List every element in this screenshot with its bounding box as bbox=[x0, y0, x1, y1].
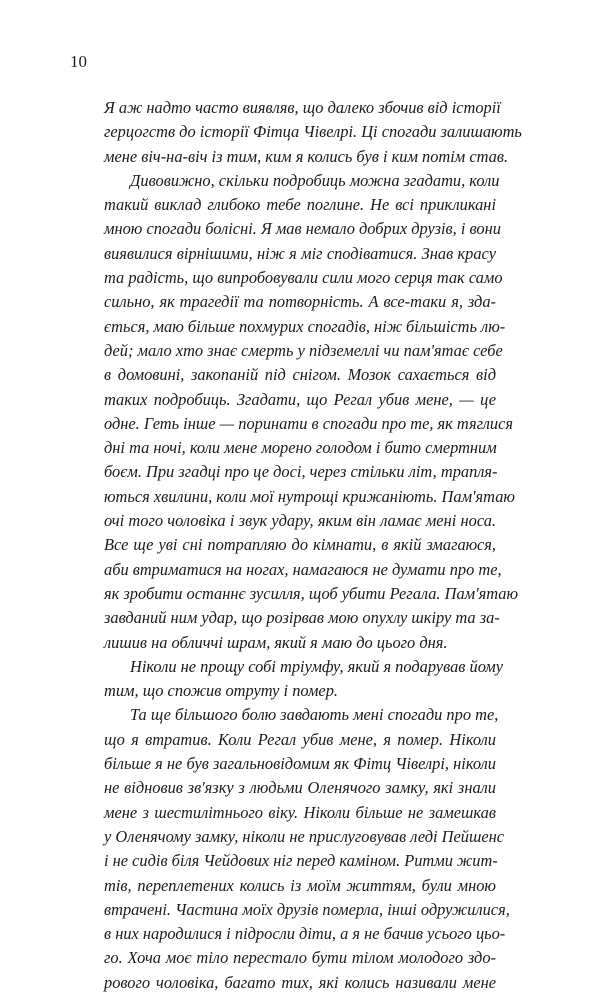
text-line: боєм. При згадці про це досі, через стільки літ, трапля- bbox=[104, 462, 498, 482]
text-line: ється, маю більше похмурих спогадів, ніж більшість лю- bbox=[104, 316, 506, 336]
page-number: 10 bbox=[70, 52, 87, 71]
text-line: Ніколи не прощу собі тріумфу, який я подарував йому bbox=[130, 656, 503, 676]
text-line: більше я не був загальновідомим як Фітц Чівелрі, ніколи bbox=[104, 754, 496, 774]
text-line: Все ще уві сні потрапляю до кімнати, в якій змагаюся, bbox=[104, 535, 496, 555]
text-line: тів, переплетених колись із моїм життям, були мною bbox=[104, 875, 496, 895]
text-line: герцогств до історії Фітца Чівелрі. Ці спогади залишають bbox=[104, 122, 522, 142]
text-line: такий виклад глибоко тебе поглине. Не всі прикликані bbox=[104, 195, 496, 215]
text-line: дей; мало хто знає смерть у підземеллі чи пам'ятає себе bbox=[104, 340, 503, 360]
text-line: в домовині, закопаній під снігом. Мозок сахається від bbox=[104, 365, 496, 385]
text-line: очі того чоловіка і звук удару, яким він ламає мені носа. bbox=[104, 511, 496, 531]
text-line: та радість, що випробовували сили мого серця так само bbox=[104, 268, 503, 288]
body-text bbox=[104, 96, 522, 995]
text-line: що я втратив. Коли Регал убив мене, я помер. Ніколи bbox=[104, 729, 496, 749]
paragraph bbox=[104, 169, 519, 655]
paragraph bbox=[104, 655, 503, 704]
text-line: дні та ночі, коли мене морено голодом і бито смертним bbox=[104, 438, 497, 458]
text-line: мене з шестилітнього віку. Ніколи більше не замешкав bbox=[104, 802, 496, 822]
text-line: Та ще більшого болю завдають мені спогади про те, bbox=[130, 705, 499, 725]
text-line: Дивовижно, скільки подробиць можна згадати, коли bbox=[130, 170, 500, 190]
text-line: Я аж надто часто виявляв, що далеко збочив від історії bbox=[104, 98, 501, 117]
text-line: го. Хоча моє тіло перестало бути тілом молодого здо- bbox=[104, 948, 496, 968]
text-line: таких подробиць. Згадати, що Регал убив мене, — це bbox=[104, 389, 496, 409]
text-line: сильно, як трагедії та потворність. А все-таки я, зда- bbox=[104, 292, 496, 312]
text-line: в них народилися і підросли діти, а я не бачив усього цьо- bbox=[104, 924, 506, 944]
text-line: ються хвилини, коли мої нутрощі крижаніють. Пам'ятаю bbox=[104, 486, 515, 506]
text-line: аби втриматися на ногах, намагаюся не думати про те, bbox=[104, 559, 502, 579]
text-line: виявилися вірнішими, ніж я міг сподіватися. Знав красу bbox=[104, 243, 496, 263]
text-line: як зробити останнє зусилля, щоб убити Регала. Пам'ятаю bbox=[104, 583, 519, 603]
text-line: втрачені. Частина моїх друзів померла, інші одружилися, bbox=[104, 899, 510, 919]
paragraph bbox=[104, 703, 510, 995]
text-line: і не сидів біля Чейдових ніг перед каміном. Ритми жит- bbox=[104, 851, 498, 871]
text-line: завданий ним удар, що розірвав мою опухлу шкіру та за- bbox=[104, 608, 500, 628]
paragraph bbox=[104, 96, 522, 169]
text-line: мною спогади болісні. Я мав немало добрих друзів, і вони bbox=[104, 219, 501, 239]
text-line: рового чоловіка, багато тих, які колись називали мене bbox=[104, 972, 496, 992]
text-line: одне. Геть інше — поринати в спогади про те, як тяглися bbox=[104, 413, 513, 433]
text-line: мене віч-на-віч із тим, ким я колись був і ким потім став. bbox=[104, 146, 509, 166]
text-line: у Оленячому замку, ніколи не прислуговував леді Пейшенс bbox=[104, 826, 505, 846]
text-line: лишив на обличчі шрам, який я маю до цього дня. bbox=[104, 632, 448, 652]
text-line: тим, що спожив отруту і помер. bbox=[104, 681, 338, 701]
text-line: не відновив зв'язку з людьми Оленячого замку, які знали bbox=[104, 778, 496, 798]
